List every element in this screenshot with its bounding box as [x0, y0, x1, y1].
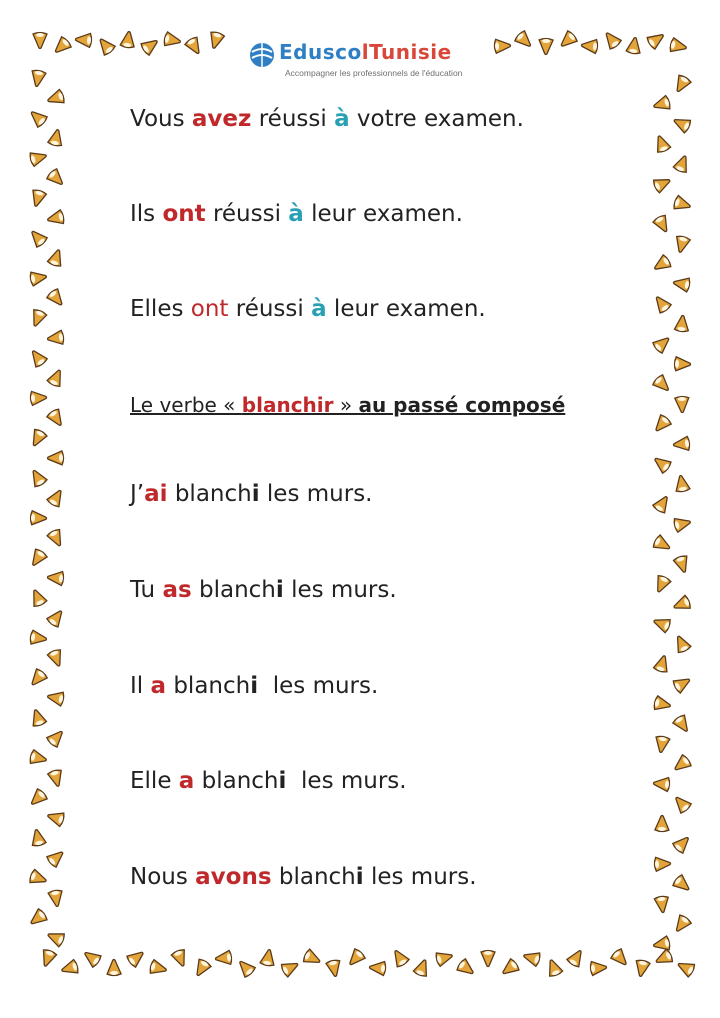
candy-corn-icon — [28, 308, 47, 328]
candy-corn-icon — [28, 467, 48, 488]
candy-corn-icon — [671, 793, 692, 814]
candy-corn-icon — [46, 408, 66, 429]
candy-corn-icon — [653, 654, 671, 673]
sentence-elles: Elles ont réussi à leur examen. — [130, 296, 486, 322]
candy-corn-icon — [30, 69, 47, 87]
candy-corn-icon — [47, 648, 66, 668]
candy-corn-icon — [646, 29, 667, 50]
sentence-elle: Elle a blanchi les murs. — [130, 768, 407, 794]
candy-corn-icon — [652, 333, 673, 354]
candy-corn-icon — [192, 958, 212, 979]
candy-corn-icon — [671, 114, 692, 134]
candy-corn-icon — [46, 367, 65, 387]
candy-corn-icon — [28, 428, 48, 449]
candy-corn-icon — [33, 33, 47, 49]
candy-corn-icon — [107, 959, 121, 975]
candy-corn-icon — [652, 936, 670, 953]
candy-corn-icon — [654, 857, 671, 872]
candy-corn-icon — [675, 396, 690, 412]
candy-corn-icon — [673, 436, 690, 452]
candy-corn-icon — [29, 749, 48, 766]
candy-corn-icon — [651, 293, 672, 314]
candy-corn-icon — [626, 37, 642, 55]
candy-corn-icon — [634, 959, 651, 977]
candy-corn-icon — [48, 889, 64, 907]
candy-corn-icon — [45, 928, 65, 947]
candy-corn-icon — [27, 908, 48, 929]
candy-corn-icon — [345, 948, 366, 969]
candy-corn-icon — [672, 874, 693, 895]
candy-corn-icon — [46, 607, 67, 628]
candy-corn-icon — [674, 474, 691, 492]
candy-corn-icon — [46, 288, 67, 309]
candy-corn-icon — [47, 330, 65, 346]
candy-corn-icon — [120, 31, 136, 49]
section-heading: Le verbe « blanchir » au passé composé — [130, 393, 566, 417]
candy-corn-icon — [46, 209, 65, 226]
candy-corn-icon — [30, 511, 46, 526]
candy-corn-icon — [29, 149, 48, 167]
candy-corn-icon — [163, 32, 182, 49]
candy-corn-icon — [28, 587, 47, 607]
candy-corn-icon — [46, 727, 67, 748]
candy-corn-icon — [140, 35, 161, 56]
candy-corn-icon — [47, 451, 63, 465]
candy-corn-icon — [566, 947, 586, 968]
edusco-logo — [245, 36, 485, 86]
candy-corn-icon — [672, 674, 693, 694]
candy-corn-icon — [235, 957, 256, 978]
candy-corn-icon — [673, 195, 693, 213]
candy-corn-icon — [302, 948, 323, 968]
candy-corn-icon — [51, 36, 72, 57]
candy-corn-icon — [413, 958, 432, 978]
candy-corn-icon — [184, 36, 204, 57]
candy-corn-icon — [653, 948, 674, 968]
candy-corn-icon — [494, 39, 511, 54]
candy-corn-icon — [29, 708, 47, 728]
candy-corn-icon — [215, 950, 232, 966]
candy-corn-icon — [499, 958, 520, 979]
candy-corn-icon — [171, 948, 190, 968]
candy-corn-icon — [39, 949, 58, 969]
candy-corn-icon — [652, 134, 671, 154]
sentence-tu: Tu as blanchi les murs. — [130, 577, 397, 603]
candy-corn-icon — [29, 828, 46, 847]
candy-corn-icon — [522, 949, 541, 967]
candy-corn-icon — [651, 453, 672, 474]
candy-corn-icon — [673, 235, 690, 254]
candy-corn-icon — [671, 914, 692, 935]
candy-corn-icon — [29, 270, 47, 287]
candy-corn-icon — [456, 958, 477, 979]
candy-corn-icon — [674, 315, 690, 332]
candy-corn-icon — [207, 31, 225, 50]
candy-corn-icon — [653, 695, 672, 712]
candy-corn-icon — [652, 534, 673, 554]
candy-corn-icon — [652, 214, 672, 235]
candy-corn-icon — [29, 869, 49, 888]
candy-corn-icon — [673, 555, 691, 575]
candy-corn-icon — [651, 254, 672, 274]
candy-corn-icon — [672, 276, 690, 293]
candy-corn-icon — [81, 947, 102, 968]
candy-corn-icon — [46, 809, 65, 827]
candy-corn-icon — [46, 487, 66, 508]
candy-corn-icon — [29, 189, 47, 208]
candy-corn-icon — [652, 574, 671, 594]
sentence-ils: Ils ont réussi à leur examen. — [130, 201, 463, 227]
candy-corn-icon — [590, 960, 607, 975]
candy-corn-icon — [652, 374, 673, 395]
candy-corn-icon — [75, 32, 92, 47]
candy-corn-icon — [539, 38, 553, 54]
candy-corn-icon — [673, 153, 692, 173]
candy-corn-icon — [610, 948, 631, 969]
candy-corn-icon — [672, 714, 693, 735]
candy-corn-icon — [46, 528, 66, 549]
candy-corn-icon — [672, 633, 692, 654]
candy-corn-icon — [581, 38, 598, 53]
globe-icon — [247, 40, 277, 70]
candy-corn-icon — [544, 958, 563, 978]
candy-corn-icon — [30, 630, 48, 646]
candy-corn-icon — [674, 357, 690, 372]
candy-corn-icon — [27, 227, 48, 248]
candy-corn-icon — [27, 668, 48, 689]
candy-corn-icon — [652, 493, 672, 514]
candy-corn-icon — [95, 35, 116, 56]
sentence-nous: Nous avons blanchi les murs. — [130, 864, 477, 890]
candy-corn-icon — [27, 788, 48, 809]
candy-corn-icon — [435, 949, 454, 967]
candy-corn-icon — [47, 128, 64, 147]
candy-corn-icon — [675, 958, 696, 978]
candy-corn-icon — [47, 769, 65, 788]
candy-corn-icon — [601, 29, 622, 50]
sentence-je: J’ai blanchi les murs. — [130, 481, 373, 507]
candy-corn-icon — [126, 947, 147, 968]
candy-corn-icon — [655, 815, 669, 831]
candy-corn-icon — [369, 960, 386, 975]
candy-corn-icon — [652, 614, 672, 633]
candy-corn-icon — [46, 89, 66, 107]
candy-corn-icon — [46, 168, 67, 189]
candy-corn-icon — [557, 30, 578, 51]
candy-corn-icon — [669, 37, 688, 54]
candy-corn-icon — [652, 95, 671, 113]
candy-corn-icon — [672, 833, 693, 854]
candy-corn-icon — [671, 754, 692, 775]
sentence-il: Il a blanchi les murs. — [130, 673, 379, 699]
candy-corn-icon — [27, 347, 48, 368]
candy-corn-icon — [280, 958, 301, 978]
candy-corn-icon — [30, 390, 47, 405]
candy-corn-icon — [652, 174, 672, 193]
candy-corn-icon — [326, 959, 343, 977]
candy-corn-icon — [654, 896, 670, 914]
candy-corn-icon — [653, 776, 670, 791]
candy-corn-icon — [47, 570, 64, 585]
candy-corn-icon — [654, 735, 670, 753]
candy-corn-icon — [47, 248, 65, 268]
candy-corn-icon — [260, 948, 277, 966]
candy-corn-icon — [149, 959, 168, 977]
candy-corn-icon — [46, 690, 64, 707]
candy-corn-icon — [60, 959, 79, 977]
logo-brand: EduscolTunisie — [279, 40, 452, 64]
candy-corn-icon — [27, 548, 48, 569]
candy-corn-icon — [673, 515, 692, 532]
candy-corn-icon — [514, 30, 535, 51]
candy-corn-icon — [671, 595, 691, 614]
candy-corn-icon — [651, 414, 672, 435]
candy-corn-icon — [481, 951, 495, 967]
candy-corn-icon — [46, 847, 67, 868]
logo-tagline: Accompagner les professionnels de l'éducation — [285, 68, 463, 78]
candy-corn-icon — [27, 107, 48, 128]
candy-corn-icon — [390, 947, 410, 968]
candy-corn-icon — [672, 74, 692, 95]
sentence-vous: Vous avez réussi à votre examen. — [130, 106, 524, 132]
